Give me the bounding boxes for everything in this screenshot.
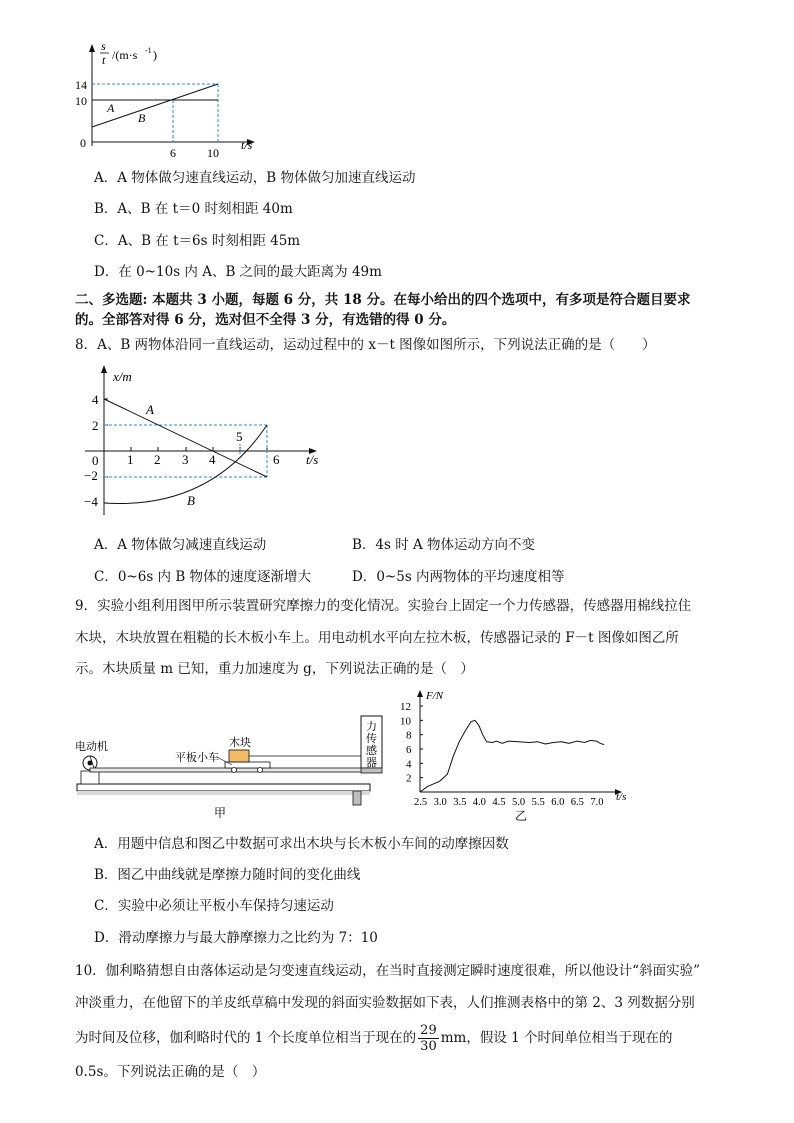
q9-stem-3: 示。木块质量 m 已知，重力加速度为 g，下列说法正确的是（ ） [75, 661, 474, 677]
q8-ylabel: x/m [113, 369, 132, 384]
q8-xtick-4: 4 [209, 452, 216, 467]
fig1-ytick-10: 10 [75, 94, 87, 108]
fig1-xtick-10: 10 [207, 146, 219, 160]
cart-label: 平板小车 [175, 752, 219, 764]
q8-stem: 8．A、B 两物体沿同一直线运动，运动过程中的 x－t 图像如图所示，下列说法正确的是（ ） [75, 337, 656, 353]
q8-xtick-3: 3 [182, 452, 189, 467]
sensor-char-4: 器 [366, 757, 377, 769]
q8-ytick-m4: −4 [84, 494, 98, 509]
fig1-ytick-14: 14 [75, 78, 87, 92]
block-label: 木块 [229, 737, 251, 749]
q8-option-b[interactable]: B．4s 时 A 物体运动方向不变 [352, 537, 536, 553]
q8-label-a: A [146, 402, 154, 417]
fig-b-xtick: 7.0 [590, 797, 604, 808]
section2-line1: 二、多选题: 本题共 3 小题，每题 6 分，共 18 分。在每小给出的四个选项中，有多项是符合题目要求 [75, 292, 691, 308]
q8-ytick-4: 4 [92, 392, 99, 407]
fig-b-curve [420, 720, 604, 792]
q7-option-a[interactable]: A．A 物体做匀速直线运动，B 物体做匀加速直线运动 [94, 170, 416, 186]
fig1-xlabel: t/s [241, 138, 253, 152]
q8-ytick-m2: −2 [84, 468, 98, 483]
fig-b-xlabel: t/s [616, 791, 627, 803]
sensor-char-3: 感 [366, 745, 377, 757]
sensor-char-1: 力 [366, 721, 377, 733]
q9-fig-a [72, 710, 392, 825]
fig-b-ytick: 12 [400, 701, 411, 713]
q8-ytick-2: 2 [92, 418, 99, 433]
q7-option-b[interactable]: B．A、B 在 t＝0 时刻相距 40m [94, 201, 293, 217]
q9-option-a[interactable]: A．用题中信息和图乙中数据可求出木块与长木板小车间的动摩擦因数 [94, 836, 509, 852]
q10-line-1: 10．伽利略猜想自由落体运动是匀变速直线运动，在当时直接测定瞬时速度很难，所以他设计“斜面实验” [75, 963, 700, 979]
fig1-label-a: A [107, 101, 115, 115]
fig-b-xtick: 5.5 [531, 797, 545, 808]
q10-fraction [418, 1023, 439, 1054]
q10-line-3-pre: 为时间及位移，伽利略时代的 1 个长度单位相当于现在的 [75, 1030, 417, 1046]
fig-b-xtick: 5.0 [512, 797, 526, 808]
fig-b-ytick: 4 [406, 758, 412, 771]
q8-option-d[interactable]: D．0~5s 内两物体的平均速度相等 [352, 569, 565, 585]
q9-stem-1: 9．实验小组利用图甲所示装置研究摩擦力的变化情况。实验台上固定一个力传感器，传感器用棉线拉住 [75, 598, 692, 614]
fig-b-xtick: 3.0 [433, 797, 447, 808]
q9-option-c[interactable]: C．实验中必须让平板小车保持匀速运动 [94, 898, 334, 914]
fig-b-xtick: 6.5 [570, 797, 584, 808]
fig1-ytick-0: 0 [80, 136, 86, 150]
fig-b-xtick: 6.0 [551, 797, 565, 808]
fig1-ylabel-exp: -1 [145, 46, 152, 55]
fig1-ylabel-unit: /(m·s [112, 48, 138, 62]
fig-b-ytick: 8 [406, 729, 412, 742]
fig-b-xtick: 4.0 [472, 797, 486, 808]
q8-option-c[interactable]: C．0~6s 内 B 物体的速度逐渐增大 [94, 569, 312, 585]
q9-option-d[interactable]: D．滑动摩擦力与最大静摩擦力之比约为 7：10 [94, 930, 378, 946]
fig-b-ytick: 10 [400, 715, 411, 728]
fig1-ylabel-den: t [102, 53, 106, 67]
fig-b-xtick: 2.5 [414, 797, 428, 808]
section2-line2: 的。全部答对得 6 分，选对但不全得 3 分，有选错的得 0 分。 [75, 312, 456, 328]
motor-label: 电动机 [75, 741, 108, 753]
q8-xtick-1: 1 [127, 452, 134, 467]
fig-a-caption: 甲 [214, 806, 227, 820]
sensor-char-2: 传 [366, 733, 377, 745]
fig1-ylabel-num: s [101, 39, 106, 53]
q10-line-3 [75, 1018, 673, 1058]
q9-fig-b[interactable] [392, 686, 642, 826]
q9-option-b[interactable]: B．图乙中曲线就是摩擦力随时间的变化曲线 [94, 867, 361, 883]
fig1-graph [75, 38, 265, 163]
fig-b-ylabel: F/N [426, 690, 444, 702]
q10-frac-den: 30 [420, 1039, 437, 1054]
q10-line-3-post: mm，假设 1 个时间单位相当于现在的 [440, 1030, 673, 1046]
fig-b-ytick: 2 [406, 772, 412, 785]
q7-option-c[interactable]: C．A、B 在 t＝6s 时刻相距 45m [94, 233, 301, 249]
fig-b-ytick: 6 [406, 744, 412, 756]
q9-stem-2: 木块，木块放置在粗糙的长木板小车上。用电动机水平向左拉木板，传感器记录的 F－t 图像如图乙所 [75, 630, 679, 646]
fig-b-caption: 乙 [515, 809, 528, 823]
q8-xlabel: t/s [306, 452, 319, 467]
q10-line-2: 冲淡重力，在他留下的羊皮纸草稿中发现的斜面实验数据如下表，人们推测表格中的第 2、3 列数据分别 [75, 995, 695, 1011]
q8-ytick-0: 0 [92, 453, 99, 468]
fig-b-xtick: 3.5 [453, 797, 467, 808]
q8-xtick-6: 6 [273, 452, 280, 467]
q8-graph [80, 360, 330, 520]
fig1-xtick-6: 6 [170, 146, 176, 160]
q8-option-a[interactable]: A．A 物体做匀减速直线运动 [94, 537, 267, 553]
q7-option-d[interactable]: D．在 0~10s 内 A、B 之间的最大距离为 49m [94, 264, 382, 280]
block [229, 750, 249, 762]
fig1-ylabel-close: ) [153, 48, 157, 62]
fig1-label-b: B [138, 111, 146, 125]
q10-frac-num: 29 [420, 1023, 437, 1038]
q10-line-4: 0.5s。下列说法正确的是（ ） [75, 1064, 266, 1080]
fig-b-xtick: 4.5 [492, 797, 506, 808]
q8-xtick-2: 2 [154, 452, 161, 467]
q8-xtick-5: 5 [236, 429, 243, 444]
q8-label-b: B [187, 493, 195, 508]
